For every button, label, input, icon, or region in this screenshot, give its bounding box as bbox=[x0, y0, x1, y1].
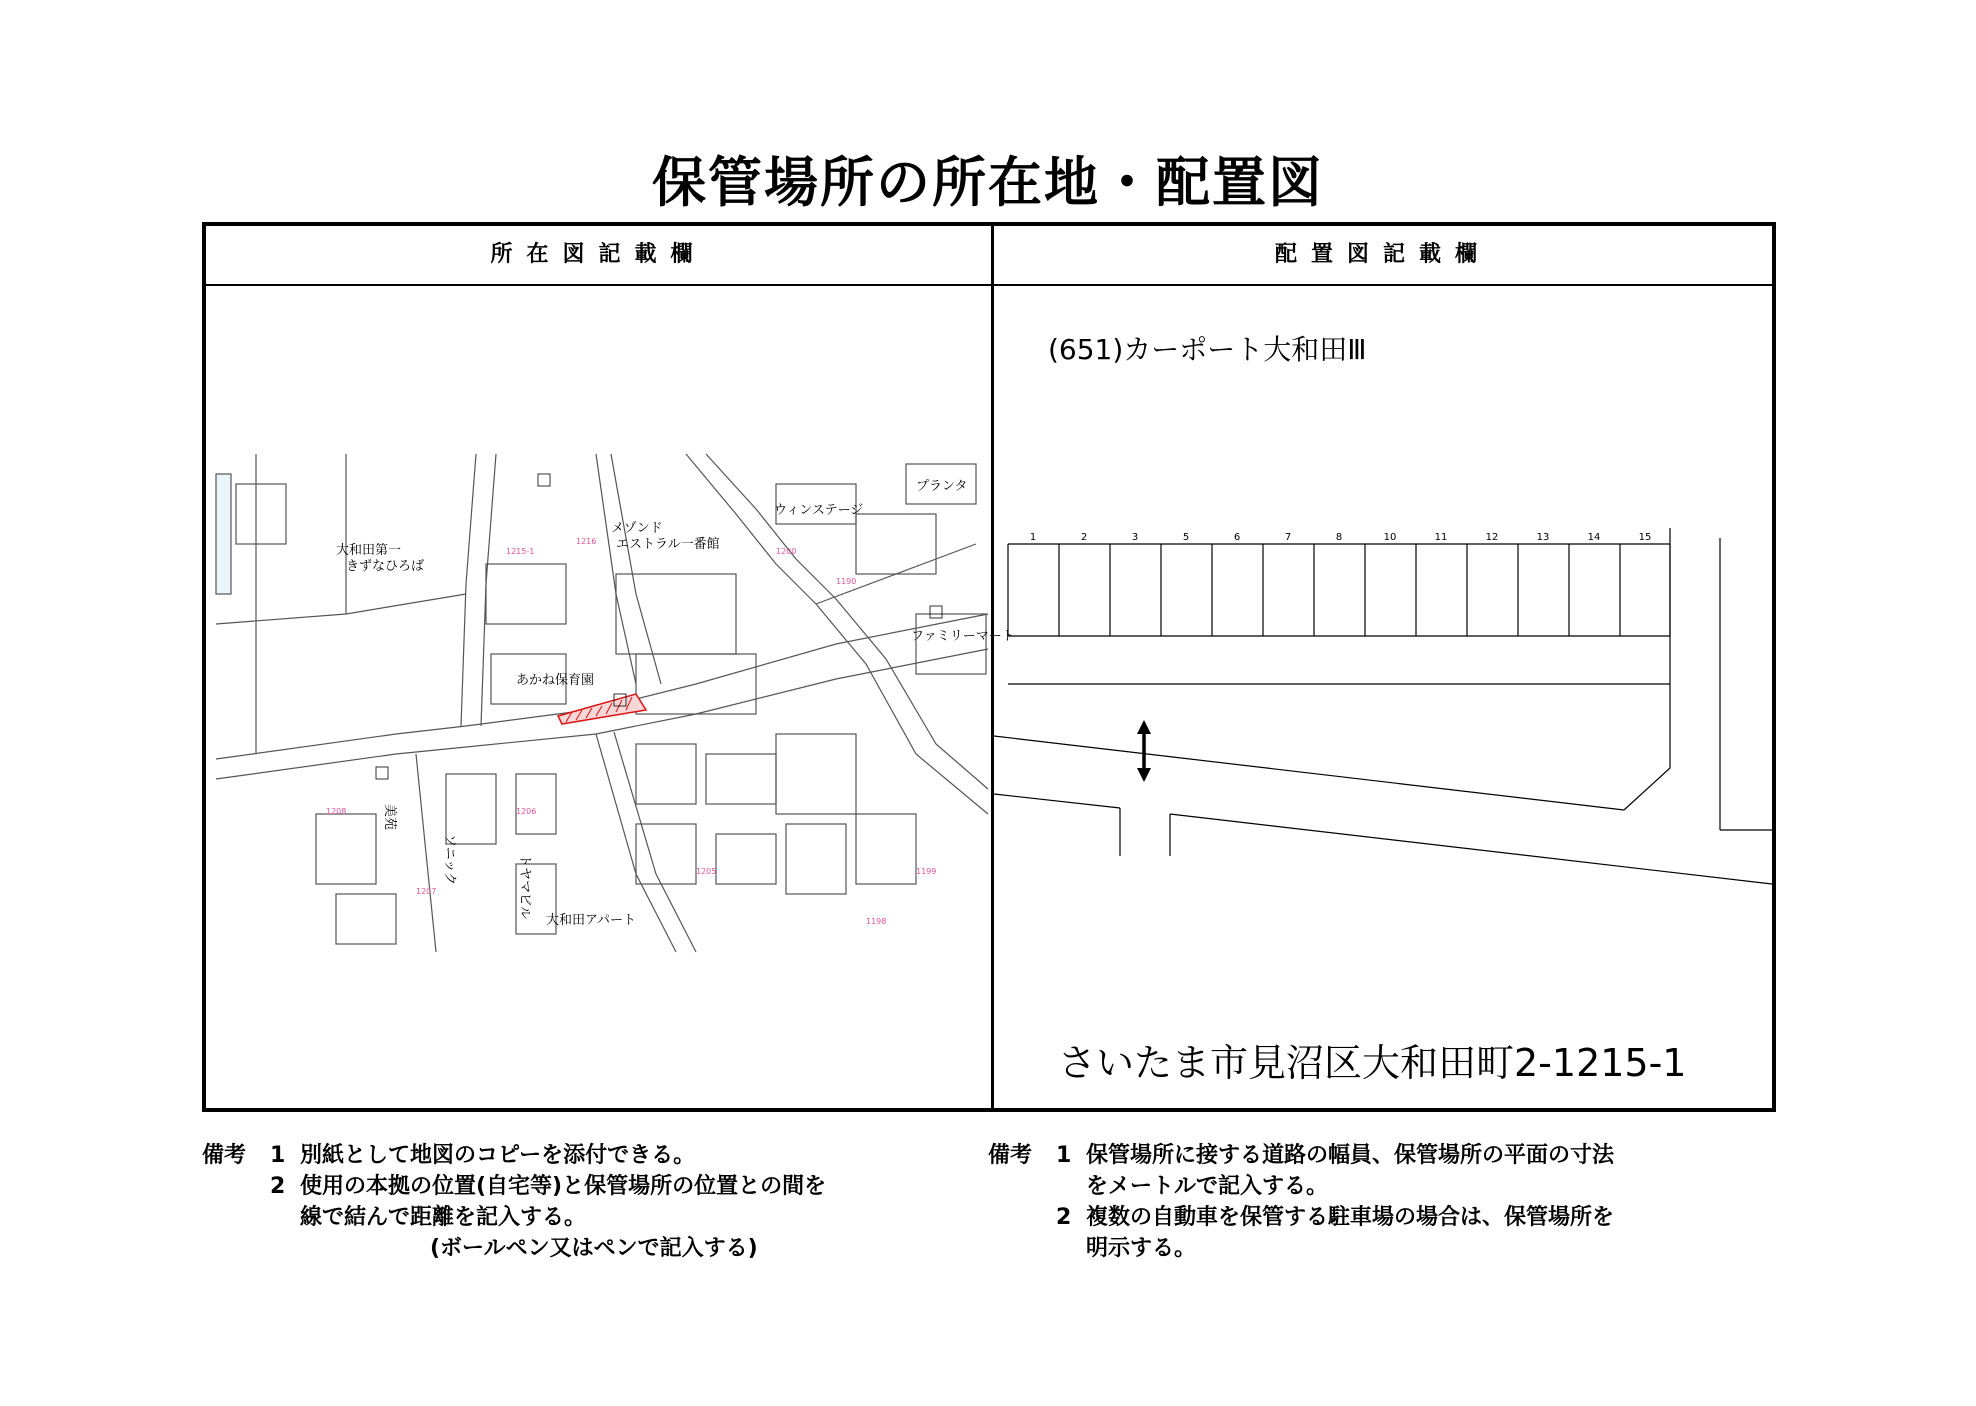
note-continuation: 線で結んで距離を記入する。 bbox=[300, 1205, 587, 1230]
space-number: 12 bbox=[1485, 532, 1499, 543]
space-number: 1 bbox=[1029, 532, 1037, 543]
location-map-header: 所在図記載欄 bbox=[490, 242, 707, 267]
note-continuation: 明示する。 bbox=[1086, 1236, 1197, 1261]
svg-text:1205: 1205 bbox=[696, 867, 717, 876]
svg-text:1216: 1216 bbox=[576, 537, 597, 546]
layout-map-header: 配置図記載欄 bbox=[1274, 242, 1491, 267]
map-label-apart: 大和田アパート bbox=[546, 913, 636, 928]
map-label-family: ファミリーマート bbox=[911, 629, 1015, 644]
lot-address: さいたま市見沼区大和田町2-1215-1 bbox=[1058, 1041, 1687, 1085]
space-number: 5 bbox=[1182, 532, 1190, 543]
svg-text:1208: 1208 bbox=[326, 807, 347, 816]
map-label-maison: メゾンド bbox=[611, 521, 663, 536]
parking-layout-diagram bbox=[994, 288, 1772, 1108]
map-label-park: 大和田第一 bbox=[336, 543, 402, 558]
svg-text:1207: 1207 bbox=[416, 887, 437, 896]
layout-notes bbox=[988, 1140, 1768, 1264]
space-number: 15 bbox=[1638, 532, 1652, 543]
parking-lot-name: (651)カーポート大和田Ⅲ bbox=[1048, 333, 1367, 366]
note-number: 1 bbox=[270, 1143, 286, 1168]
note-text: 保管場所に接する道路の幅員、保管場所の平面の寸法 bbox=[1086, 1143, 1615, 1168]
space-number: 8 bbox=[1335, 532, 1343, 543]
svg-text:1199: 1199 bbox=[916, 867, 937, 876]
space-number: 14 bbox=[1587, 532, 1601, 543]
map-label-park2: きずなひろば bbox=[346, 559, 425, 574]
svg-text:1198: 1198 bbox=[866, 917, 887, 926]
space-number: 10 bbox=[1383, 532, 1397, 543]
header-divider bbox=[206, 284, 1772, 286]
location-notes bbox=[202, 1140, 982, 1264]
space-number: 7 bbox=[1284, 532, 1292, 543]
note-continuation: をメートルで記入する。 bbox=[1086, 1174, 1329, 1199]
map-label-shop: 美苑 bbox=[382, 804, 397, 831]
svg-text:1215-1: 1215-1 bbox=[506, 547, 535, 556]
note-text: 複数の自動車を保管する駐車場の場合は、保管場所を bbox=[1086, 1205, 1615, 1230]
notes-head: 備考 bbox=[988, 1143, 1033, 1168]
location-map bbox=[216, 454, 1015, 952]
space-number: 11 bbox=[1434, 532, 1448, 543]
map-label-sonic: ソニック bbox=[442, 834, 457, 886]
note-number: 2 bbox=[270, 1174, 286, 1199]
notes-head: 備考 bbox=[202, 1143, 247, 1168]
space-number: 13 bbox=[1536, 532, 1550, 543]
svg-text:1206: 1206 bbox=[516, 807, 537, 816]
map-label-planta: プランタ bbox=[916, 479, 968, 494]
svg-text:1200: 1200 bbox=[776, 547, 797, 556]
note-number: 2 bbox=[1056, 1205, 1072, 1230]
svg-text:1190: 1190 bbox=[836, 577, 857, 586]
note-text: 別紙として地図のコピーを添付できる。 bbox=[300, 1143, 696, 1168]
page-title: 保管場所の所在地・配置図 bbox=[652, 151, 1324, 214]
note-continuation: (ボールペン又はペンで記入する) bbox=[430, 1236, 758, 1261]
note-text: 使用の本拠の位置(自宅等)と保管場所の位置との間を bbox=[300, 1174, 827, 1199]
space-number: 3 bbox=[1131, 532, 1139, 543]
map-label-hoiku: あかね保育園 bbox=[516, 673, 595, 688]
form-frame bbox=[202, 222, 1776, 1112]
map-label-wind: ウィンステージ bbox=[774, 503, 864, 518]
space-number: 6 bbox=[1233, 532, 1241, 543]
note-number: 1 bbox=[1056, 1143, 1072, 1168]
layout-drawing bbox=[994, 288, 1772, 1108]
map-label-toyama: トヤマビル bbox=[517, 854, 532, 920]
map-label-estrella: エストラル一番館 bbox=[616, 537, 720, 552]
space-number: 2 bbox=[1080, 532, 1088, 543]
